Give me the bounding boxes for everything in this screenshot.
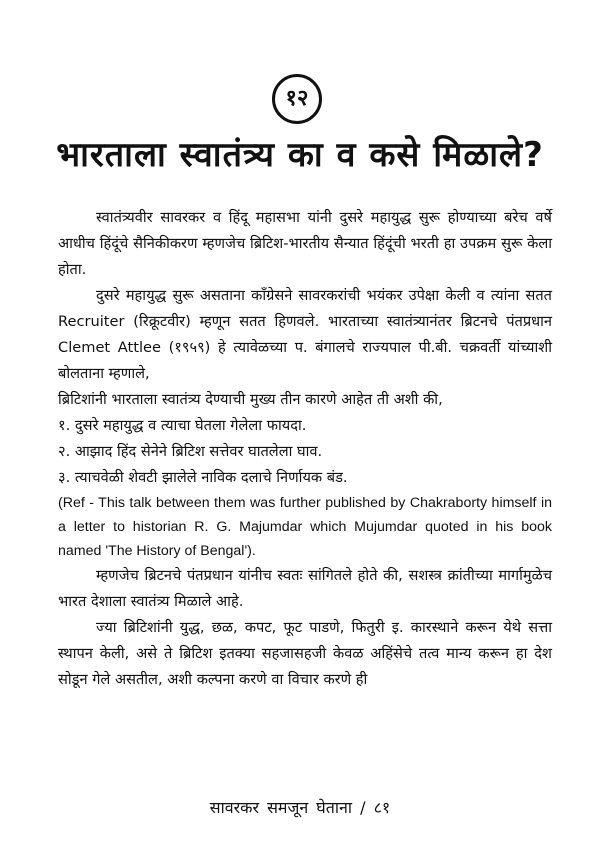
reason-item-3: ३. त्याचवेळी शेवटी झालेले नाविक दलाचे निर्णायक बंड.: [58, 469, 348, 486]
paragraph-armed-revolution: म्हणजेच ब्रिटनचे पंतप्रधान यांनीच स्वतः सांगितले होते की, सशस्त्र क्रांतीच्या मार्गामुळेच भारत देशाला स्वातंत्र्य मिळाले आहे.: [58, 567, 552, 610]
reason-item-1: १. दुसरे महायुद्ध व त्याचा घेतला गेलेला फायदा.: [58, 417, 307, 434]
chapter-number-badge: [272, 74, 322, 124]
paragraph-militarization: स्वातंत्र्यवीर सावरकर व हिंदू महासभा यांनी दुसरे महायुद्ध सुरू होण्याच्या बरेच वर्षे आधीच हिंदूंचे सैनिकीकरण म्हणजेच ब्रिटिश-भारतीय सैन्यात हिंदूंची भरती हा उपक्रम सुरू केला होता.: [58, 209, 552, 278]
paragraph-british-nonviolence: ज्या ब्रिटिशांनी युद्ध, छळ, कपट, फूट पाडणे, फितुरी इ. कारस्थाने करून येथे सत्ता स्थापन केली, असे ते ब्रिटिश इतक्या सहजासहजी केवळ अहिंसेचे तत्व मान्य करून हा देश सोडून गेले असतील, अशी कल्पना करणे वा विचार करणे ही: [58, 619, 552, 688]
reason-item-2: २. आझाद हिंद सेनेने ब्रिटिश सत्तेवर घातलेला घाव.: [58, 443, 323, 460]
reference-note: (Ref - This talk between them was further published by Chakraborty himself in a letter to historian R. G. Majumdar which Mujumdar quoted in his book named 'The History of Bengal').: [58, 495, 552, 559]
body-text: [58, 205, 552, 693]
chapter-number: १२: [285, 86, 309, 111]
page-footer: सावरकर समजून घेताना / ८१: [209, 798, 391, 817]
paragraph-attlee-statement: दुसरे महायुद्ध सुरू असताना काँग्रेसने सावरकरांची भयंकर उपेक्षा केली व त्यांना सतत Recruiter (रिक्रूटवीर) म्हणून सतत हिणवले. भारताच्या स्वातंत्र्यानंतर ब्रिटनचे पंतप्रधान Clemet Attlee (१९५९) हे त्यावेळच्या प. बंगालचे राज्यपाल पी.बी. चक्रवर्ती यांच्याशी बोलताना म्हणाले,: [58, 287, 552, 382]
paragraph-three-reasons-intro: ब्रिटिशांनी भारताला स्वातंत्र्य देण्याची मुख्य तीन कारणे आहेत ती अशी की,: [58, 391, 443, 408]
chapter-title: भारताला स्वातंत्र्य का व कसे मिळाले?: [56, 135, 544, 175]
